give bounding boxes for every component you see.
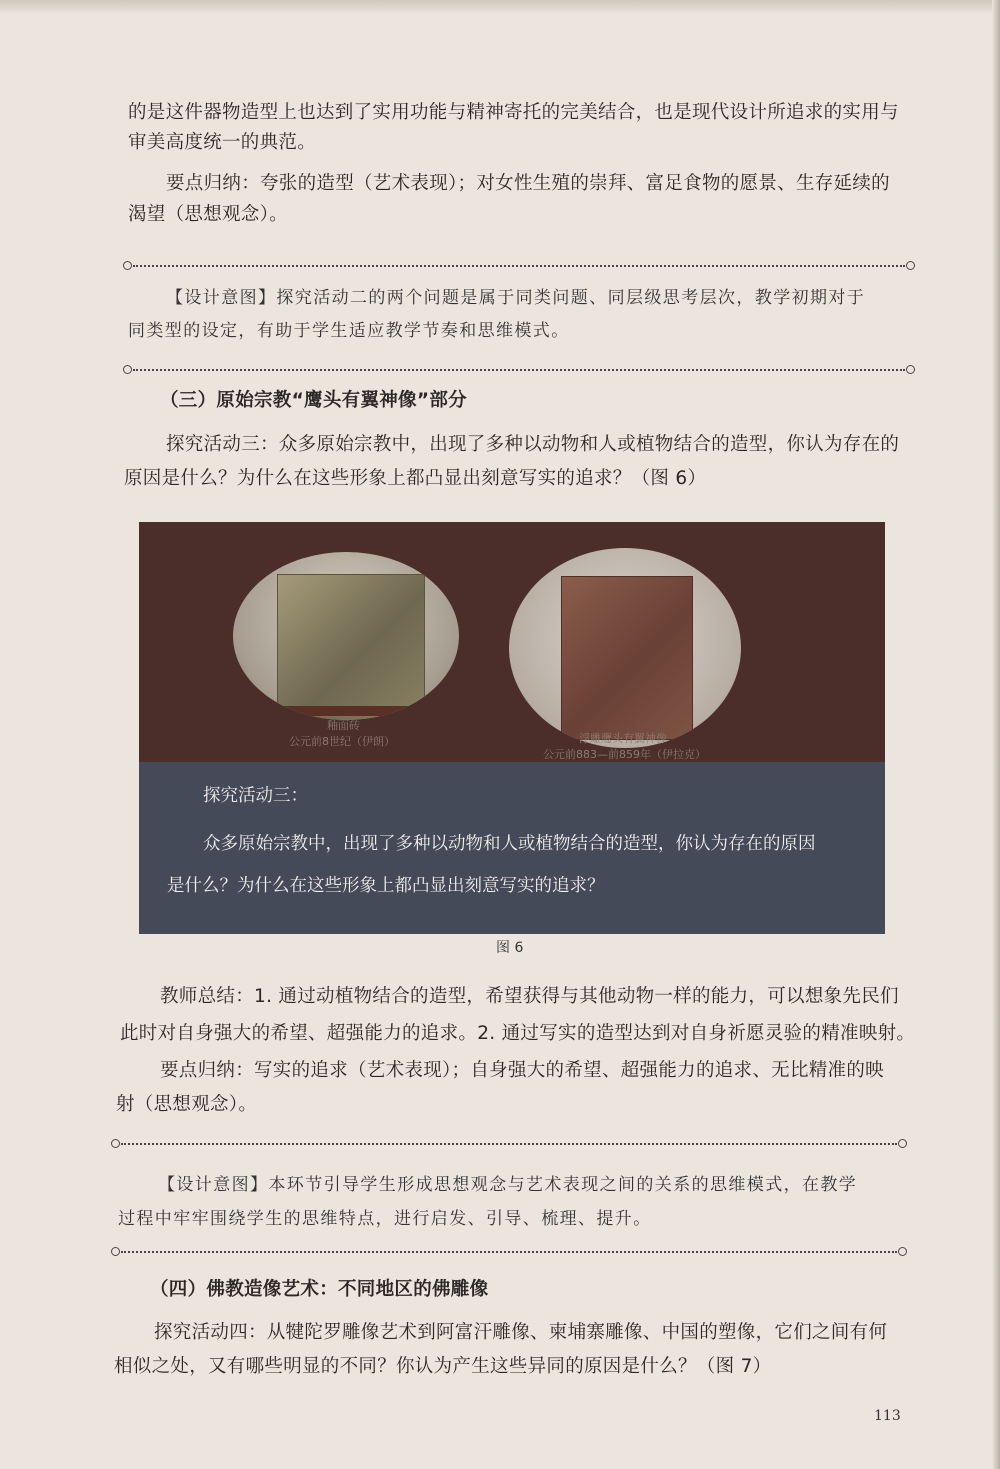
image-caption-left: 釉面砖 (327, 719, 360, 732)
figure-label: 图 6 (496, 940, 524, 956)
activity-line: 探究活动四：从犍陀罗雕像艺术到阿富汗雕像、柬埔寨雕像、中国的塑像，它们之间有何 (154, 1322, 888, 1343)
activity-line: 探究活动三：众多原始宗教中，出现了多种以动物和人或植物结合的造型，你认为存在的 (166, 434, 900, 455)
glazed-brick-relief (277, 574, 425, 720)
teacher-summary-line: 此时对自身强大的希望、超强能力的追求。2. 通过写实的造型达到对自身祈愿灵验的精准映射。 (120, 1023, 916, 1044)
design-intent-line: 【设计意图】本环节引导学生形成思想观念与艺术表现之间的关系的思维模式，在教学 (158, 1175, 858, 1195)
dotted-divider (121, 1143, 897, 1145)
key-points-line: 射（思想观念）。 (116, 1094, 258, 1115)
key-points-line: 渴望（思想观念）。 (128, 204, 288, 225)
relief-photo-left (233, 552, 459, 720)
slide-text-band (139, 762, 885, 934)
section-heading: （三）原始宗教“鹰头有翼神像”部分 (160, 390, 467, 411)
image-caption-left-date: 公元前8世纪（伊朗） (289, 735, 395, 748)
eagle-headed-deity-relief (561, 576, 693, 740)
page-top-shadow (0, 0, 1000, 14)
key-points-line: 要点归纳：写实的追求（艺术表现）；自身强大的希望、超强能力的追求、无比精准的映 (160, 1060, 884, 1081)
slide-image-band (139, 522, 885, 762)
activity-line: 原因是什么？为什么在这些形象上都凸显出刻意写实的追求？（图 6） (124, 468, 707, 489)
teacher-summary-line: 教师总结：1. 通过动植物结合的造型，希望获得与其他动物一样的能力，可以想象先民们 (160, 986, 899, 1007)
dotted-divider (133, 265, 905, 267)
design-intent-line: 同类型的设定，有助于学生适应教学节奏和思维模式。 (128, 321, 570, 341)
activity-line: 相似之处，又有哪些明显的不同？你认为产生这些异同的原因是什么？（图 7） (114, 1356, 772, 1377)
image-caption-right: 浮雕鹰头有翼神像 (579, 732, 667, 745)
page-right-shadow (992, 0, 1000, 1469)
figure-slide (139, 522, 885, 934)
image-caption-right-date: 公元前883—前859年（伊拉克） (543, 748, 706, 761)
slide-title: 探究活动三： (203, 786, 308, 806)
slide-question-line: 是什么？为什么在这些形象上都凸显出刻意写实的追求？ (167, 876, 605, 896)
section-heading: （四）佛教造像艺术：不同地区的佛雕像 (150, 1279, 489, 1300)
key-points-line: 要点归纳：夸张的造型（艺术表现）；对女性生殖的崇拜、富足食物的愿景、生存延续的 (166, 173, 890, 194)
display-stand (269, 706, 431, 716)
dotted-divider (133, 369, 905, 371)
relief-photo-right (509, 548, 741, 748)
slide-question-line: 众多原始宗教中，出现了多种以动物和人或植物结合的造型，你认为存在的原因 (203, 834, 816, 854)
paragraph-line: 的是这件器物造型上也达到了实用功能与精神寄托的完美结合，也是现代设计所追求的实用与 (128, 102, 899, 123)
design-intent-line: 过程中牢牢围绕学生的思维特点，进行启发、引导、梳理、提升。 (118, 1209, 652, 1229)
design-intent-line: 【设计意图】探究活动二的两个问题是属于同类问题、同层级思考层次，教学初期对于 (166, 288, 866, 308)
dotted-divider (121, 1251, 897, 1253)
page-number: 113 (874, 1408, 901, 1424)
paragraph-line: 审美高度统一的典范。 (128, 132, 317, 153)
